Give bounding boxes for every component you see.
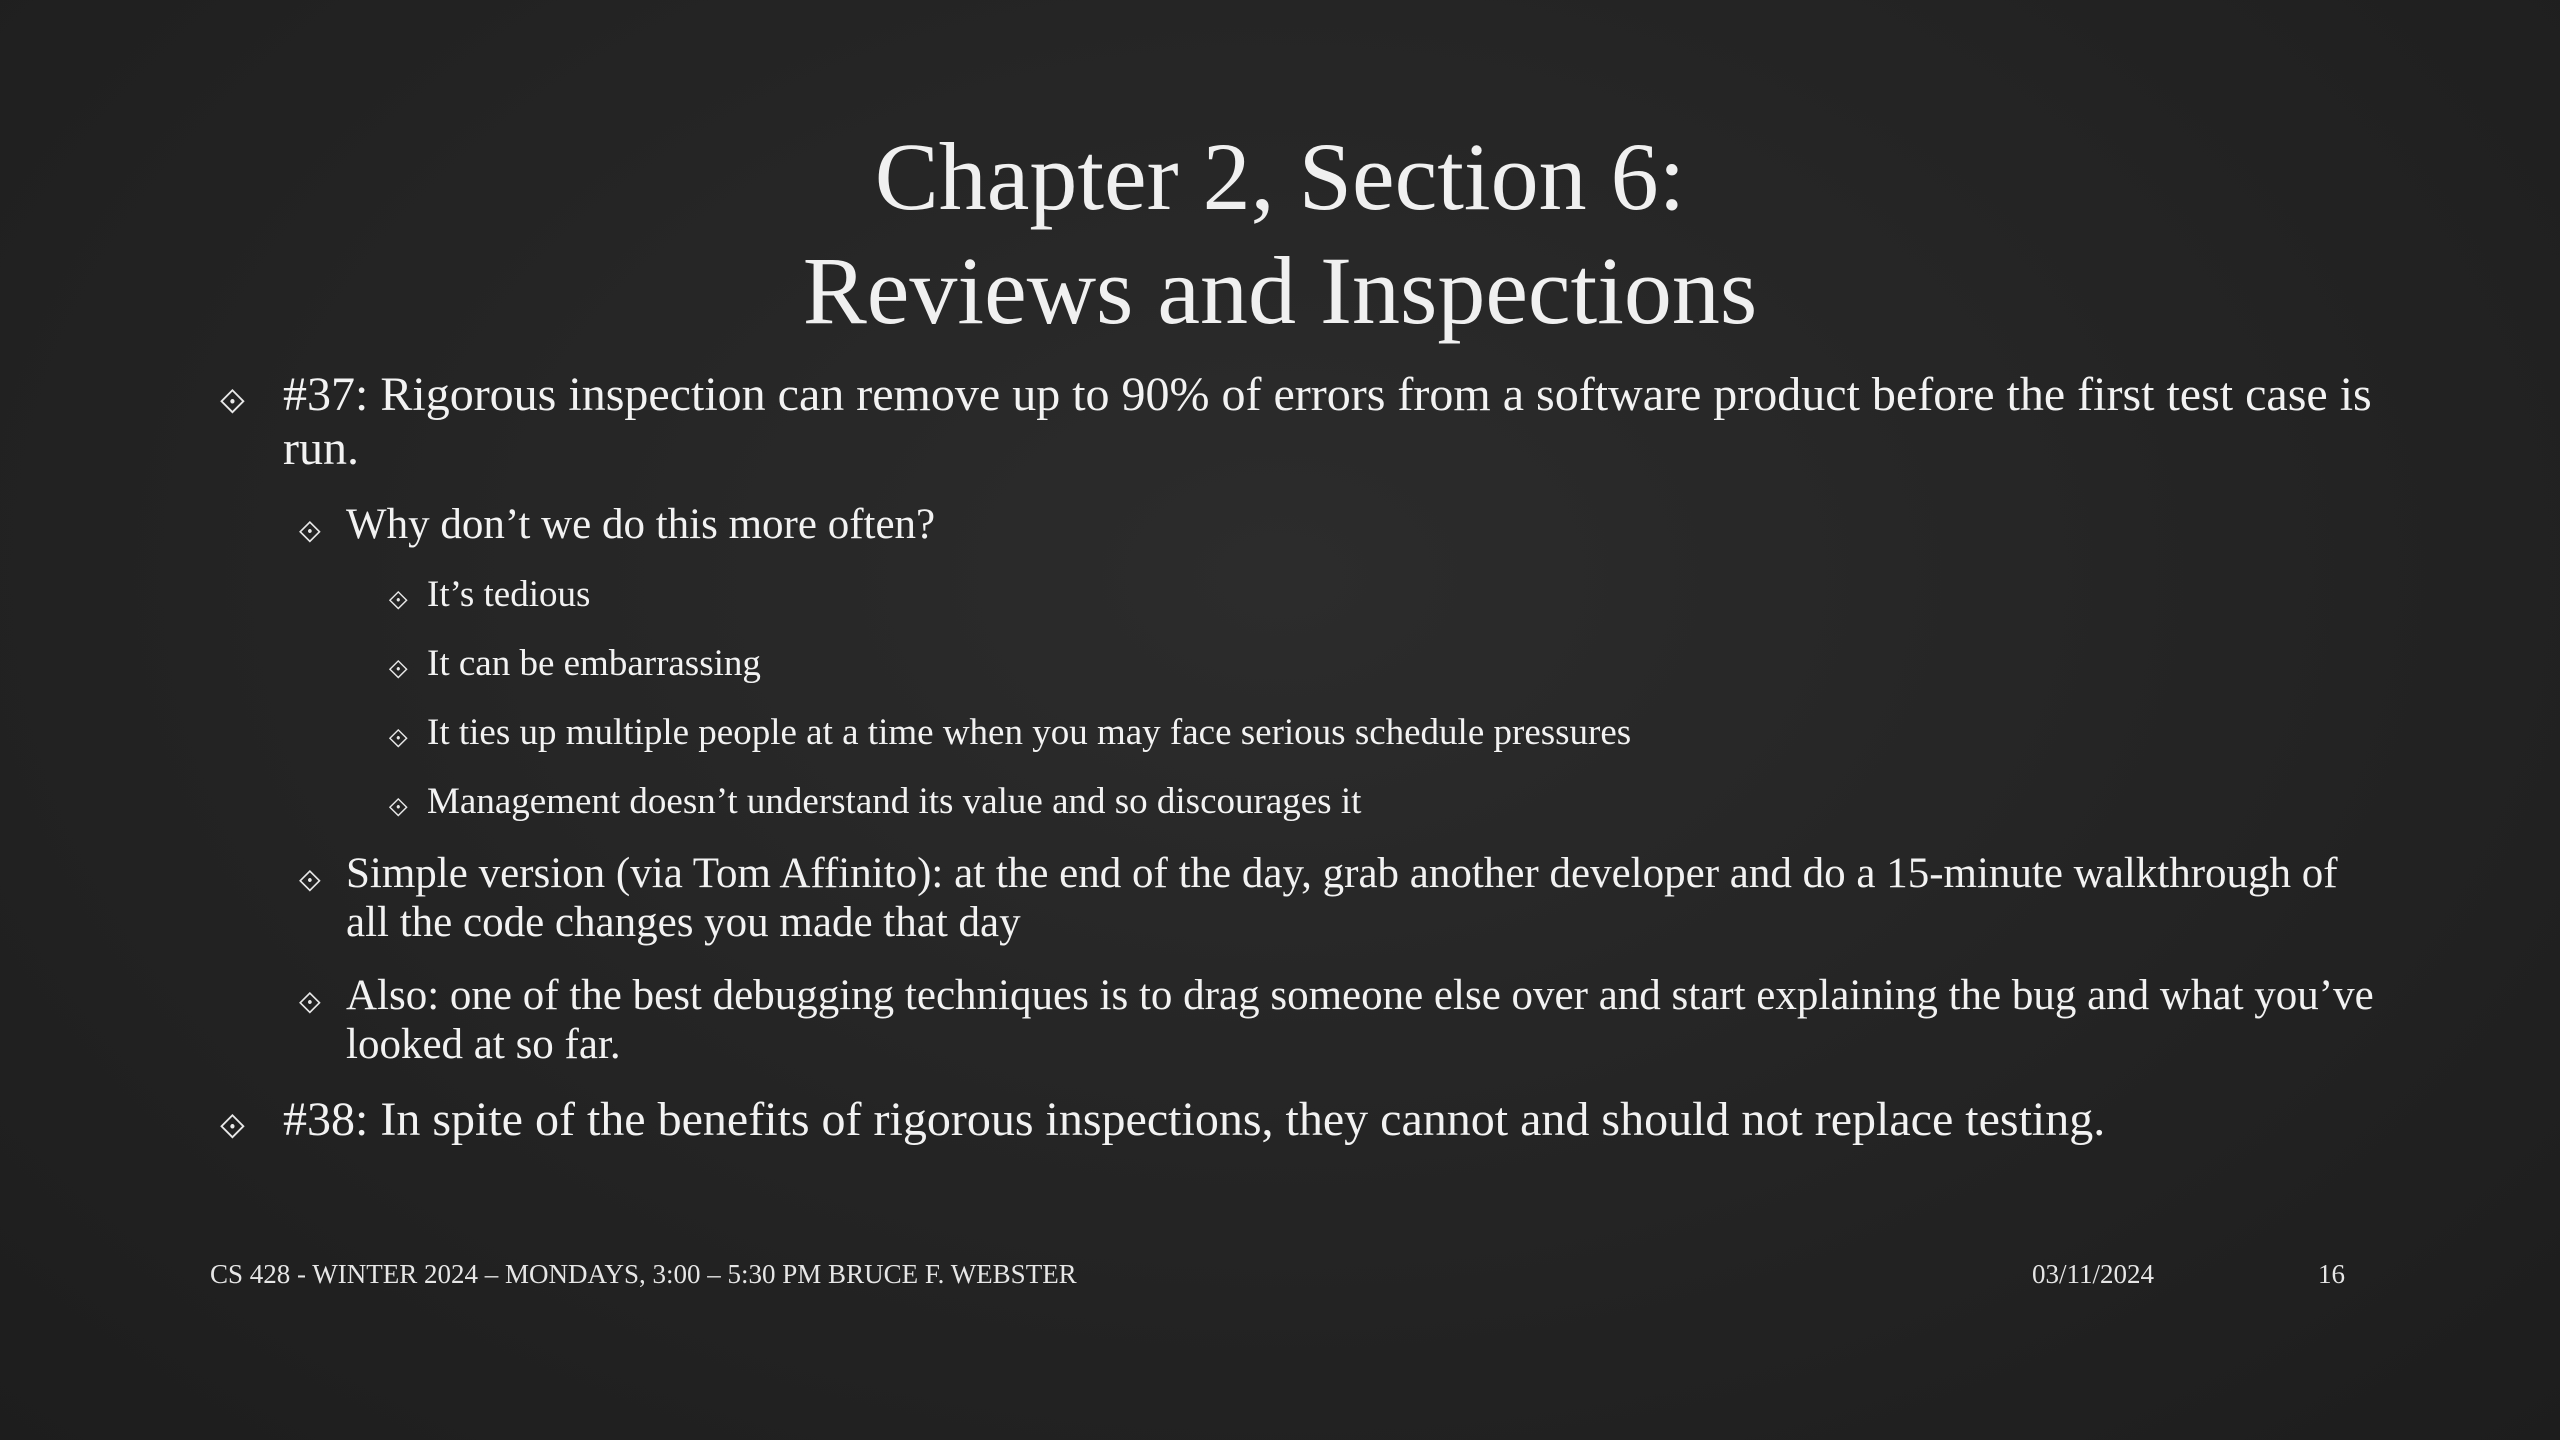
diamond-bullet-icon: ⟐ — [388, 655, 409, 684]
list-item-text: Simple version (via Tom Affinito): at the end of the day, grab another developer and do a 15-minute walkthrough of all the code changes you made that day — [346, 850, 2338, 946]
list-item-ties-up — [384, 711, 2390, 755]
list-item-tedious — [384, 573, 2390, 617]
list-item-text: It can be embarrassing — [427, 643, 761, 684]
diamond-bullet-icon: ⟐ — [219, 384, 246, 421]
list-item-text: Why don’t we do this more often? — [346, 501, 936, 548]
list-item-embarrassing — [384, 642, 2390, 686]
list-item-text: It ties up multiple people at a time when you may face serious schedule pressures — [427, 712, 1632, 753]
list-item-simple-version — [292, 849, 2390, 947]
diamond-bullet-icon: ⟐ — [219, 1109, 246, 1146]
list-item-text: Also: one of the best debugging techniques is to drag someone else over and start explaining the bug and what you’ve looked at so far. — [346, 972, 2374, 1068]
bullet-list — [210, 368, 2390, 1171]
diamond-bullet-icon: ⟐ — [388, 724, 409, 753]
diamond-bullet-icon: ⟐ — [388, 586, 409, 615]
list-item-text: Management doesn’t understand its value and so discourages it — [427, 781, 1362, 822]
list-item-debugging — [292, 971, 2390, 1069]
diamond-bullet-icon: ⟐ — [298, 516, 322, 549]
list-item-management — [384, 780, 2390, 824]
diamond-bullet-icon: ⟐ — [388, 793, 409, 822]
list-item-37 — [210, 368, 2390, 476]
footer-course-info: CS 428 - WINTER 2024 – MONDAYS, 3:00 – 5:30 PM BRUCE F. WEBSTER — [210, 1259, 1077, 1289]
slide-title-line-1: Chapter 2, Section 6: — [874, 123, 1686, 230]
list-item-38 — [210, 1093, 2390, 1147]
slide-title — [0, 120, 2560, 348]
list-item-text: #38: In spite of the benefits of rigorous inspections, they cannot and should not replace testing. — [283, 1093, 2106, 1146]
list-item-why-not — [292, 500, 2390, 549]
diamond-bullet-icon: ⟐ — [298, 987, 322, 1020]
diamond-bullet-icon: ⟐ — [298, 865, 322, 898]
footer-page-number: 16 — [2318, 1259, 2345, 1289]
list-item-text: It’s tedious — [427, 574, 591, 615]
footer-date: 03/11/2024 — [2032, 1259, 2155, 1289]
list-item-text: #37: Rigorous inspection can remove up to 90% of errors from a software product before the first test case is run. — [283, 368, 2372, 475]
slide-title-line-2: Reviews and Inspections — [802, 237, 1758, 344]
